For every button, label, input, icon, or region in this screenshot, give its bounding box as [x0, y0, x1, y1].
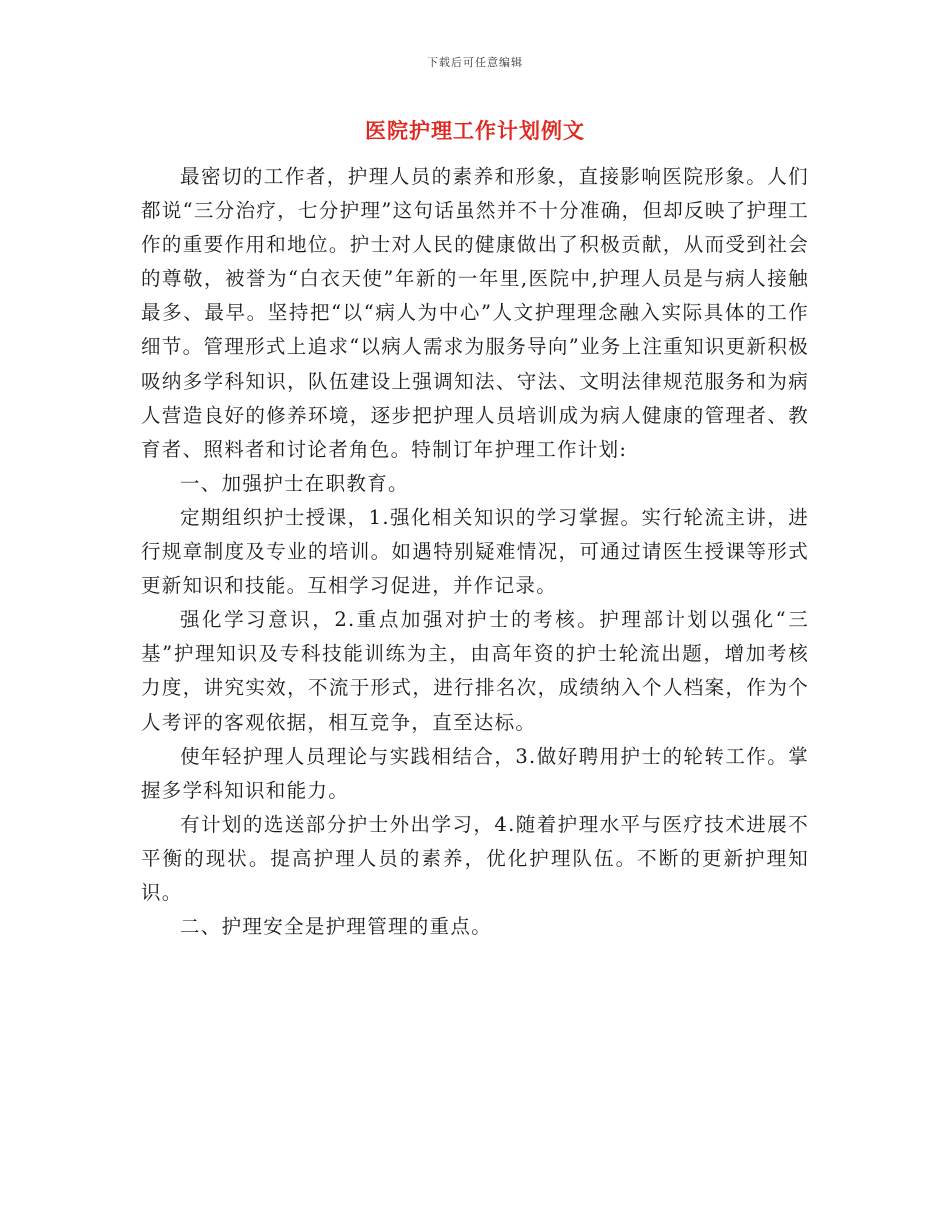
paragraph-1: 定期组织护士授课，1.强化相关知识的学习掌握。实行轮流主讲，进行规章制度及专业的培训。如遇特别疑难情况，可通过请医生授课等形式更新知识和技能。互相学习促进，并作记录。	[141, 505, 809, 598]
paragraph-3: 使年轻护理人员理论与实践相结合，3.做好聘用护士的轮转工作。掌握多学科知识和能力。	[141, 744, 809, 802]
section-heading-2: 二、护理安全是护理管理的重点。	[180, 915, 493, 939]
header-note: 下载后可任意编辑	[427, 56, 523, 69]
document-title: 医院护理工作计划例文	[365, 118, 585, 143]
paragraph-4: 有计划的选送部分护士外出学习，4.随着护理水平与医疗技术进展不平衡的现状。提高护理人员的素养，优化护理队伍。不断的更新护理知识。	[141, 812, 809, 904]
section-heading-1: 一、加强护士在职教育。	[180, 471, 409, 495]
paragraph-intro: 最密切的工作者，护理人员的素养和形象，直接影响医院形象。人们都说“三分治疗，七分护理”这句话虽然并不十分准确，但却反映了护理工作的重要作用和地位。护士对人民的健康做出了积极贡献，从而受到社会的尊敬，被誉为“白衣天使”年新的一年里,医院中,护理人员是与病人接触最多、最早。坚持把“以“病人为中心”人文护理理念融入实际具体的工作细节。管理形式上追求“以病人需求为服务导向”业务上注重知识更新积极吸纳多学科知识，队伍建设上强调知法、守法、文明法律规范服务和为病人营造良好的修养环境，逐步把护理人员培训成为病人健康的管理者、教育者、照料者和讨论者角色。特制订年护理工作计划:	[141, 165, 809, 461]
paragraph-2: 强化学习意识，2.重点加强对护士的考核。护理部计划以强化“三基”护理知识及专科技能训练为主，由高年资的护士轮流出题，增加考核力度，讲究实效，不流于形式，进行排名次，成绩纳入个人档案，作为个人考评的客观依据，相互竞争，直至达标。	[141, 608, 809, 734]
document-body	[141, 160, 809, 944]
